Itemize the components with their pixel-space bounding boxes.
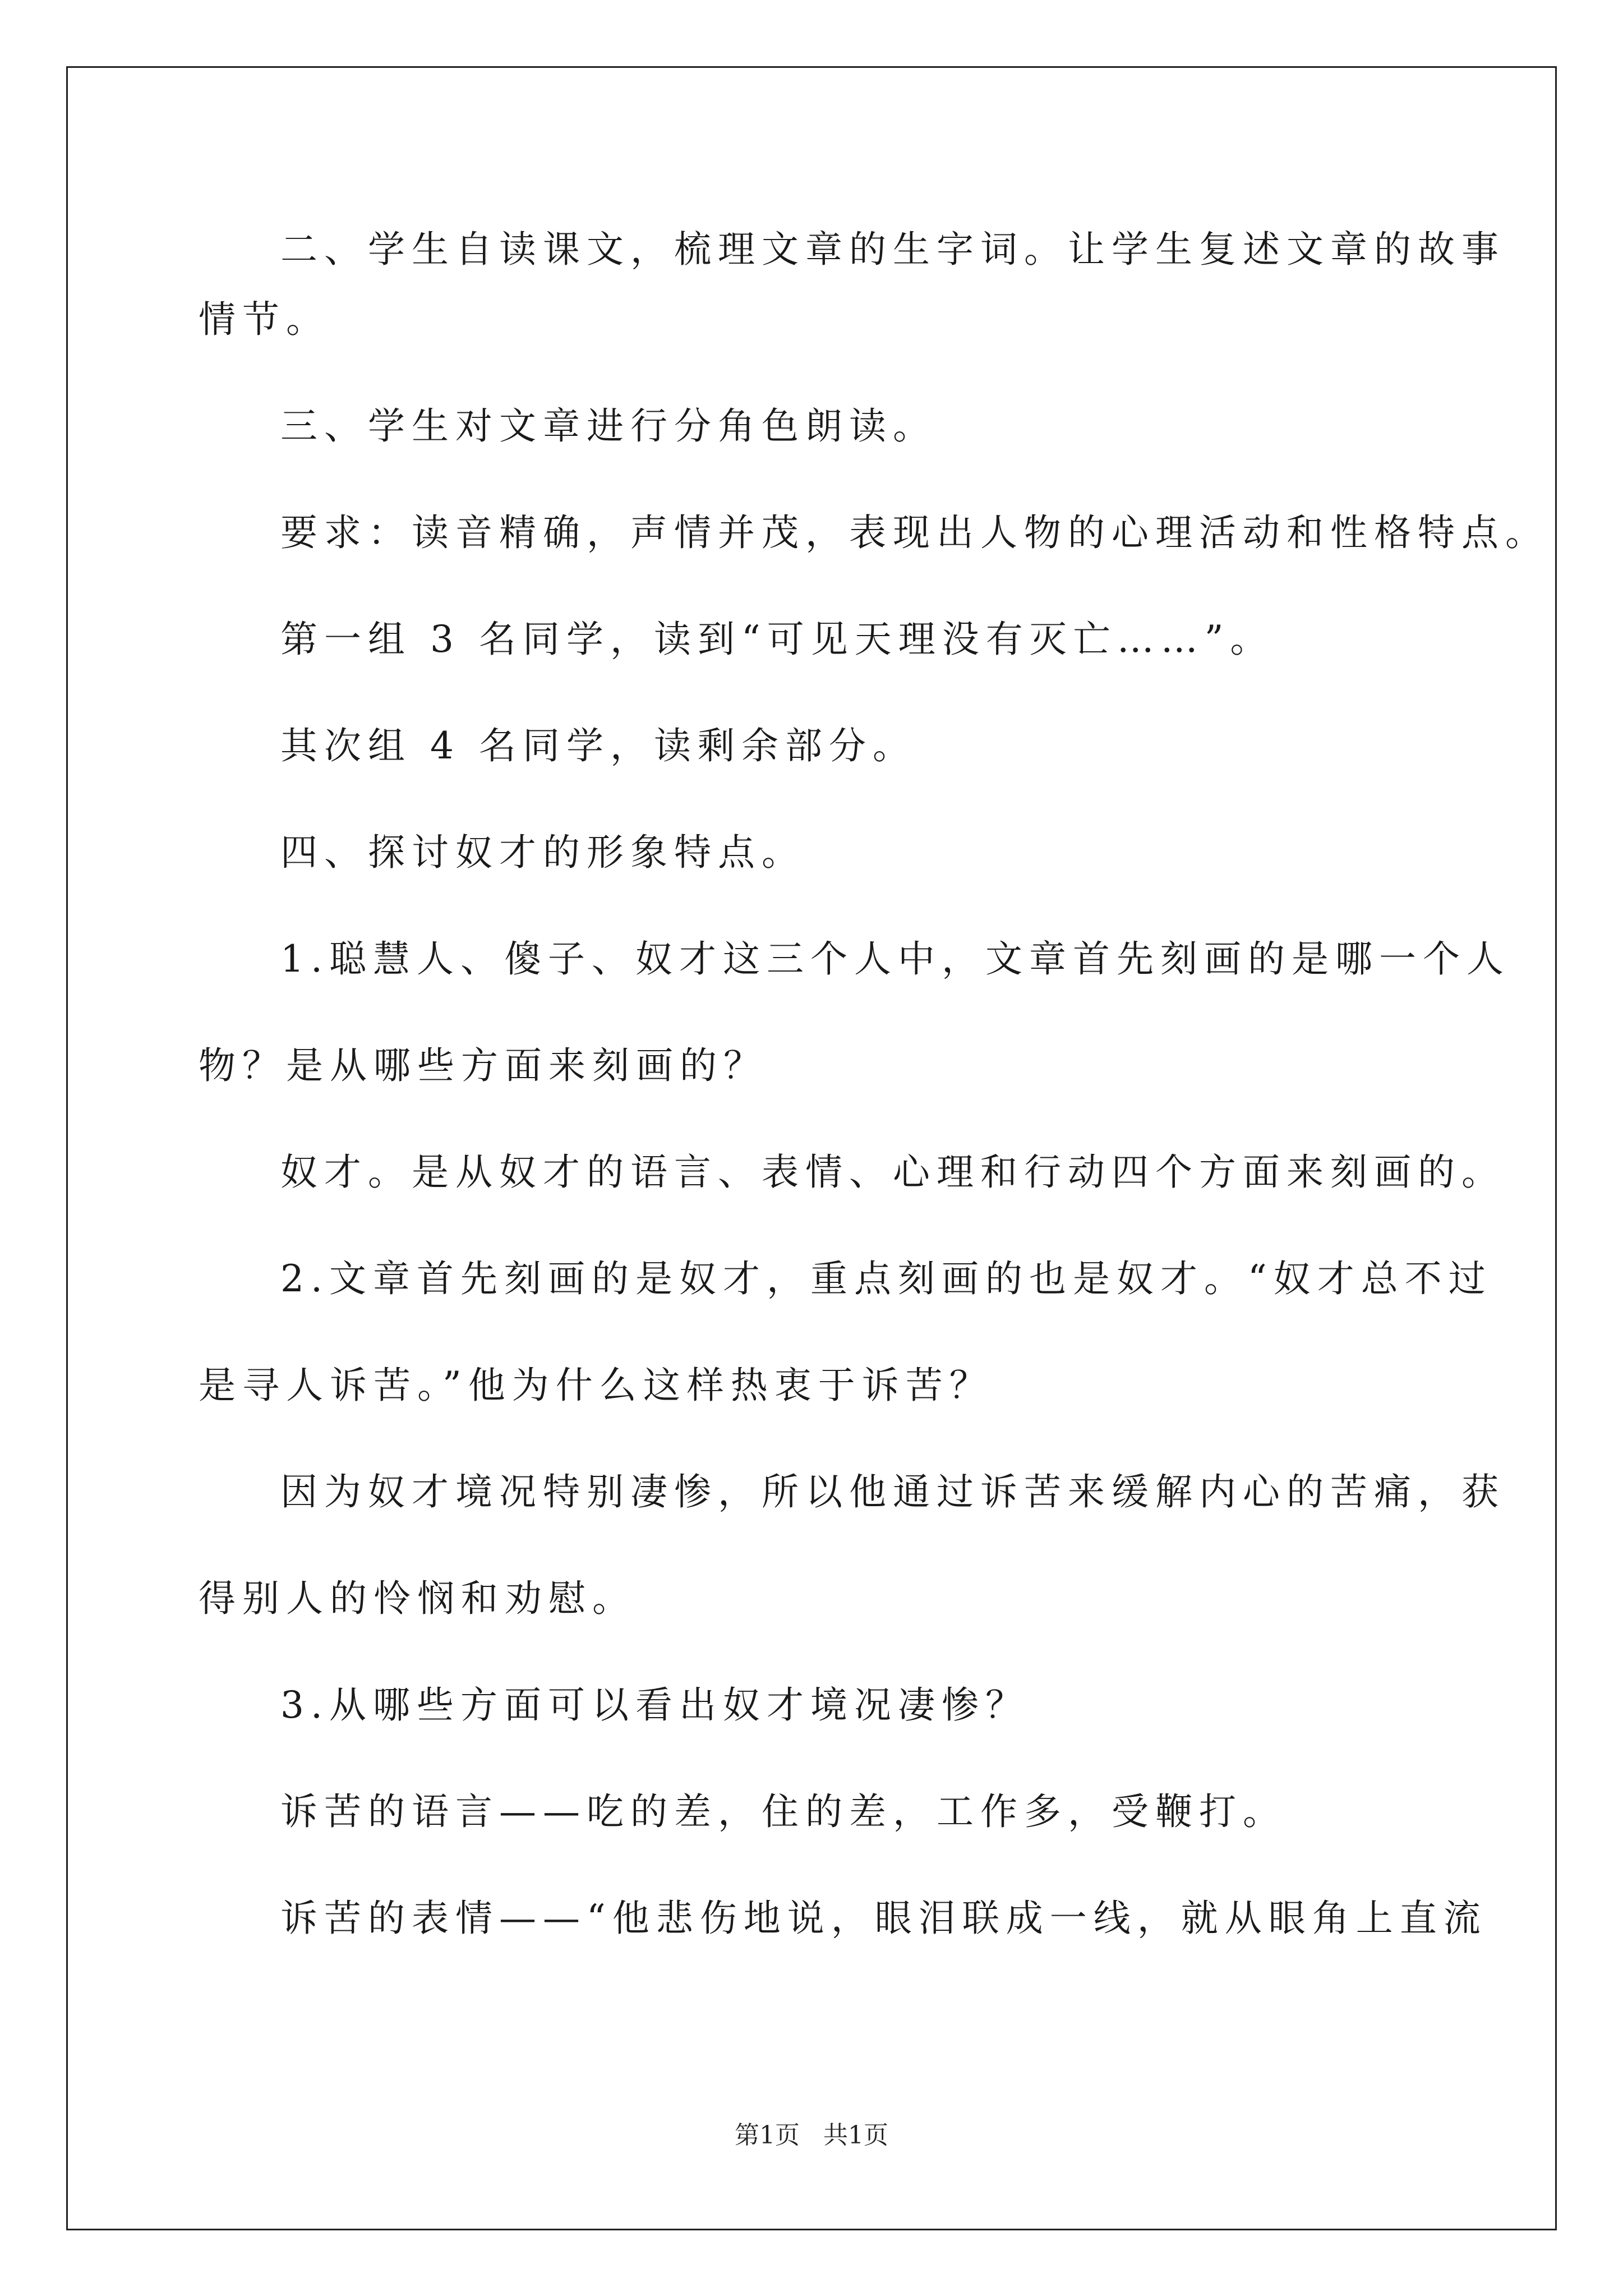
paragraph-line: 1.聪慧人、傻子、奴才这三个人中，文章首先刻画的是哪一个人: [280, 937, 1510, 981]
paragraph-line: 二、学生自读课文，梳理文章的生字词。让学生复述文章的故事: [280, 228, 1505, 271]
paragraph-line: 是寻人诉苦。”他为什么这样热衷于诉苦？: [199, 1364, 993, 1407]
paragraph-line: 诉苦的语言——吃的差，住的差，工作多，受鞭打。: [280, 1790, 1287, 1833]
paragraph-line: 物？是从哪些方面来刻画的？: [199, 1044, 767, 1087]
page-footer: 第1页 共1页: [735, 2121, 888, 2150]
paragraph-line: 情节。: [199, 298, 330, 341]
paragraph-line: 三、学生对文章进行分角色朗读。: [280, 404, 937, 448]
paragraph-line: 因为奴才境况特别凄惨，所以他通过诉苦来缓解内心的苦痛，获: [280, 1470, 1505, 1513]
paragraph-line: 四、探讨奴才的形象特点。: [280, 831, 805, 874]
paragraph-line: 要求：读音精确，声情并茂，表现出人物的心理活动和性格特点。: [280, 511, 1549, 554]
paragraph-line: 2.文章首先刻画的是奴才，重点刻画的也是奴才。“奴才总不过: [280, 1257, 1492, 1300]
paragraph-line: 得别人的怜悯和劝慰。: [199, 1577, 636, 1620]
paragraph-line: 诉苦的表情——“他悲伤地说，眼泪联成一线，就从眼角上直流: [280, 1897, 1487, 1940]
paragraph-line: 奴才。是从奴才的语言、表情、心理和行动四个方面来刻画的。: [280, 1151, 1505, 1194]
paragraph-line: 其次组 4 名同学，读剩余部分。: [280, 724, 916, 767]
paragraph-line: 第一组 3 名同学，读到“可见天理没有灭亡……”。: [280, 618, 1274, 661]
paragraph-line: 3.从哪些方面可以看出奴才境况凄惨？: [280, 1683, 1029, 1727]
